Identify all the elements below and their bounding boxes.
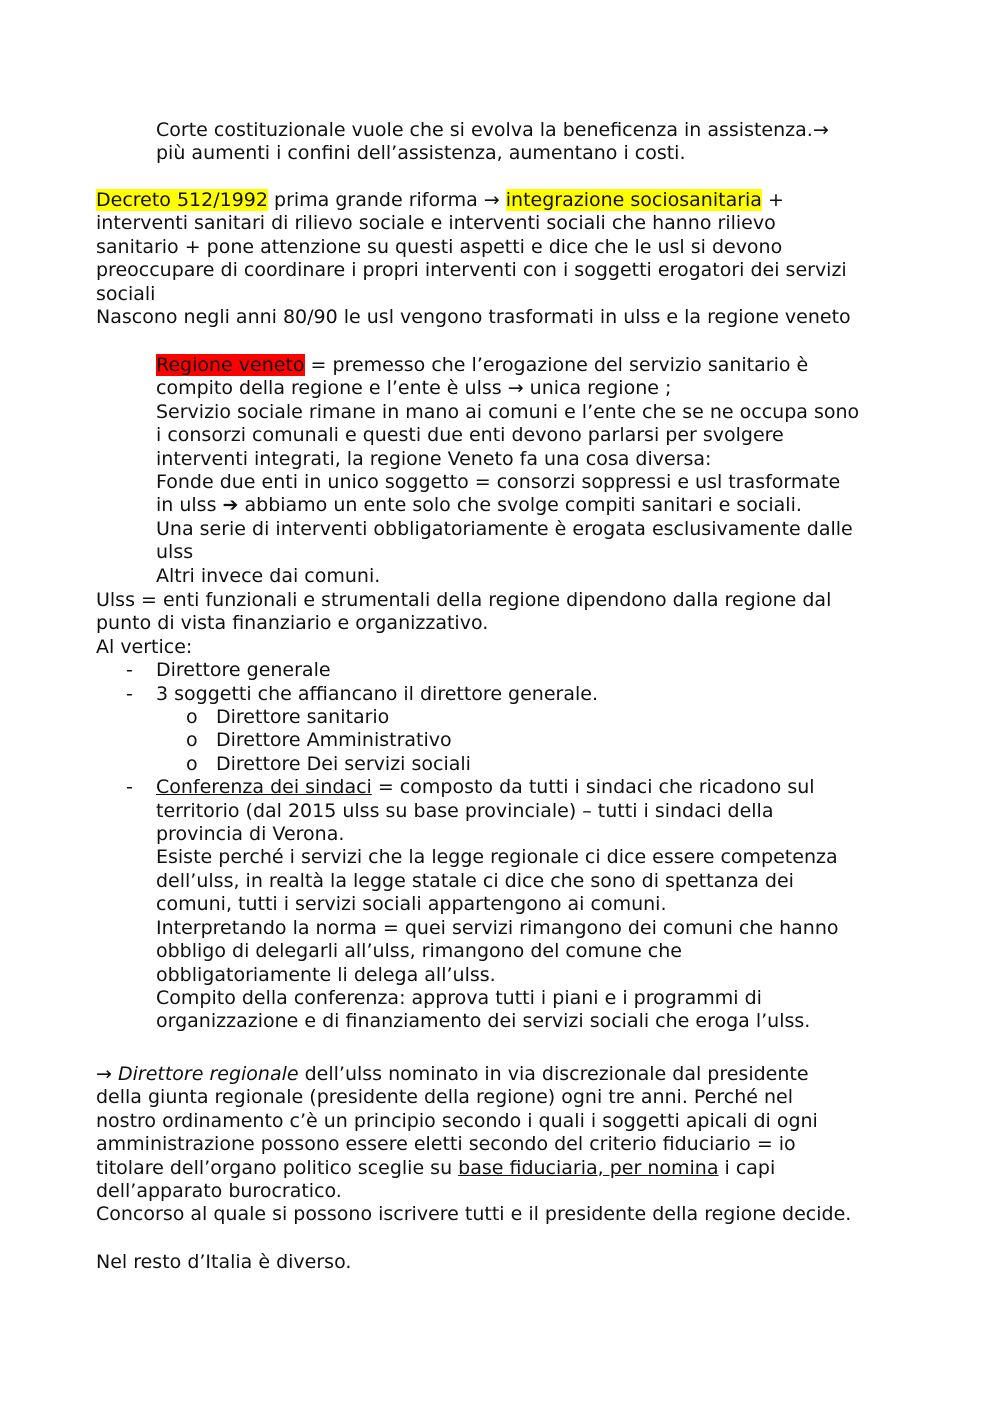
text-span: dell’ulss nominato in via discrezionale dal presidente xyxy=(298,1063,809,1085)
text-line: Fonde due enti in unico soggetto = consorzi soppressi e usl trasformate xyxy=(156,471,841,494)
direttore-paragraph xyxy=(96,1063,916,1227)
list-item xyxy=(96,659,916,682)
list-item-conferenza xyxy=(96,776,916,799)
sub-list-item xyxy=(96,729,916,752)
bold-arrow-icon: ➔ xyxy=(222,494,239,517)
text-span: i capi xyxy=(718,1156,776,1179)
text-span: + xyxy=(761,189,784,211)
ulss-section xyxy=(96,589,916,1034)
dash-bullet-icon: - xyxy=(126,776,133,799)
highlight-integrazione: integrazione sociosanitaria xyxy=(505,189,762,211)
sub-list-item xyxy=(96,706,916,729)
arrow-icon: → xyxy=(483,189,500,211)
text-line xyxy=(156,377,976,400)
arrow-icon: → xyxy=(507,377,524,400)
text-line: organizzazione e di finanziamento dei servizi sociali che eroga l’ulss. xyxy=(156,1010,811,1033)
text-line: amministrazione possono essere eletti secondo del criterio fiduciario = io xyxy=(96,1133,796,1156)
text-line: preoccupare di coordinare i propri interventi con i soggetti erogatori dei servizi xyxy=(96,259,847,282)
text-line: territorio (dal 2015 ulss su base provinciale) – tutti i sindaci della xyxy=(156,799,774,822)
text-line: Ulss = enti funzionali e strumentali della regione dipendono dalla regione dal xyxy=(96,589,832,611)
list-item-text: Direttore generale xyxy=(156,659,331,682)
text-line: Compito della conferenza: approva tutti i piani e i programmi di xyxy=(156,986,762,1009)
text-line xyxy=(96,1157,916,1180)
text-line xyxy=(156,119,976,142)
closing-paragraph xyxy=(96,1251,916,1274)
list-item-text: Direttore sanitario xyxy=(216,706,390,729)
text-line: provincia di Verona. xyxy=(156,823,345,846)
direttore-regionale-italic: Direttore regionale xyxy=(117,1063,299,1085)
text-line: obbligatoriamente li delega all’ulss. xyxy=(156,963,496,986)
circle-bullet-icon: o xyxy=(186,729,198,752)
text-line: Esiste perché i servizi che la legge regionale ci dice essere competenza xyxy=(156,846,838,869)
text-line: ulss xyxy=(156,541,194,564)
text-line: dell’ulss, in realtà la legge statale ci dice che sono di spettanza dei xyxy=(156,869,794,892)
list-item-text: Direttore Dei servizi sociali xyxy=(216,752,471,775)
text-line: sociali xyxy=(96,282,156,305)
circle-bullet-icon: o xyxy=(186,752,198,775)
text-span xyxy=(500,189,506,211)
text-line xyxy=(96,189,916,212)
text-line xyxy=(96,1063,916,1086)
text-line: obbligo di delegarli all’ulss, rimangono del comune che xyxy=(156,940,682,963)
text-line xyxy=(156,354,976,377)
text-line xyxy=(156,494,976,517)
regione-veneto-paragraph xyxy=(96,354,976,588)
text-line: sanitario + pone attenzione su questi aspetti e dice che le usl si devono xyxy=(96,235,783,258)
text-line: della giunta regionale (presidente della regione) ogni tre anni. Perché nel xyxy=(96,1086,794,1109)
text-line: Nascono negli anni 80/90 le usl vengono trasformati in ulss e la regione veneto xyxy=(96,306,851,329)
text-span: = premesso che l’erogazione del servizio sanitario è xyxy=(304,354,809,376)
text-span: prima grande riforma xyxy=(267,189,484,211)
text-span: Corte costituzionale vuole che si evolva la beneficenza in assistenza. xyxy=(156,119,813,141)
highlight-regione-veneto: Regione veneto xyxy=(156,354,305,376)
base-fiduciaria-underlined: base fiduciaria, per nomina xyxy=(458,1156,719,1179)
text-span: in ulss xyxy=(156,494,223,517)
text-span: titolare dell’organo politico sceglie su xyxy=(96,1156,459,1179)
text-line: nostro ordinamento c’è un principio secondo i quali i soggetti apicali di ogni xyxy=(96,1109,818,1132)
list-item-text: 3 soggetti che affiancano il direttore generale. xyxy=(156,682,599,705)
dash-bullet-icon: - xyxy=(126,682,133,705)
text-line: comuni, tutti i servizi sociali appartengono ai comuni. xyxy=(156,893,667,916)
sub-list-item xyxy=(96,753,916,776)
text-line: Al vertice: xyxy=(96,635,193,658)
conferenza-title: Conferenza dei sindaci xyxy=(156,776,372,799)
list-item xyxy=(96,683,916,706)
arrow-icon: → xyxy=(812,119,829,141)
text-span: = composto da tutti i sindaci che ricadono sul xyxy=(371,776,815,799)
text-line: Una serie di interventi obbligatoriamente è erogata esclusivamente dalle xyxy=(156,517,853,540)
highlight-decreto: Decreto 512/1992 xyxy=(96,189,268,211)
text-line: interventi sanitari di rilievo sociale e interventi sociali che hanno rilievo xyxy=(96,212,776,235)
text-line: Nel resto d’Italia è diverso. xyxy=(96,1251,352,1273)
intro-paragraph xyxy=(96,119,976,166)
text-line: Interpretando la norma = quei servizi rimangono dei comuni che hanno xyxy=(156,916,839,939)
text-span: compito della regione e l’ente è ulss xyxy=(156,377,508,400)
text-line: Concorso al quale si possono iscrivere tutti e il presidente della regione decide. xyxy=(96,1203,852,1226)
text-line: Servizio sociale rimane in mano ai comuni e l’ente che se ne occupa sono xyxy=(156,400,860,423)
text-line: Altri invece dai comuni. xyxy=(156,564,381,587)
text-line: interventi integrati, la regione Veneto fa una cosa diversa: xyxy=(156,447,712,470)
circle-bullet-icon: o xyxy=(186,706,198,729)
text-line: più aumenti i confini dell’assistenza, aumentano i costi. xyxy=(156,142,686,165)
text-line: dell’apparato burocratico. xyxy=(96,1180,342,1203)
text-line: punto di vista finanziario e organizzativo. xyxy=(96,612,489,635)
list-item-text: Direttore Amministrativo xyxy=(216,729,452,752)
text-line: i consorzi comunali e questi due enti devono parlarsi per svolgere xyxy=(156,424,784,447)
text-span: abbiamo un ente solo che svolge compiti sanitari e sociali. xyxy=(238,494,802,517)
text-span: unica regione ; xyxy=(523,377,672,400)
arrow-icon: → xyxy=(96,1063,112,1085)
decreto-paragraph xyxy=(96,189,916,329)
dash-bullet-icon: - xyxy=(126,659,133,682)
